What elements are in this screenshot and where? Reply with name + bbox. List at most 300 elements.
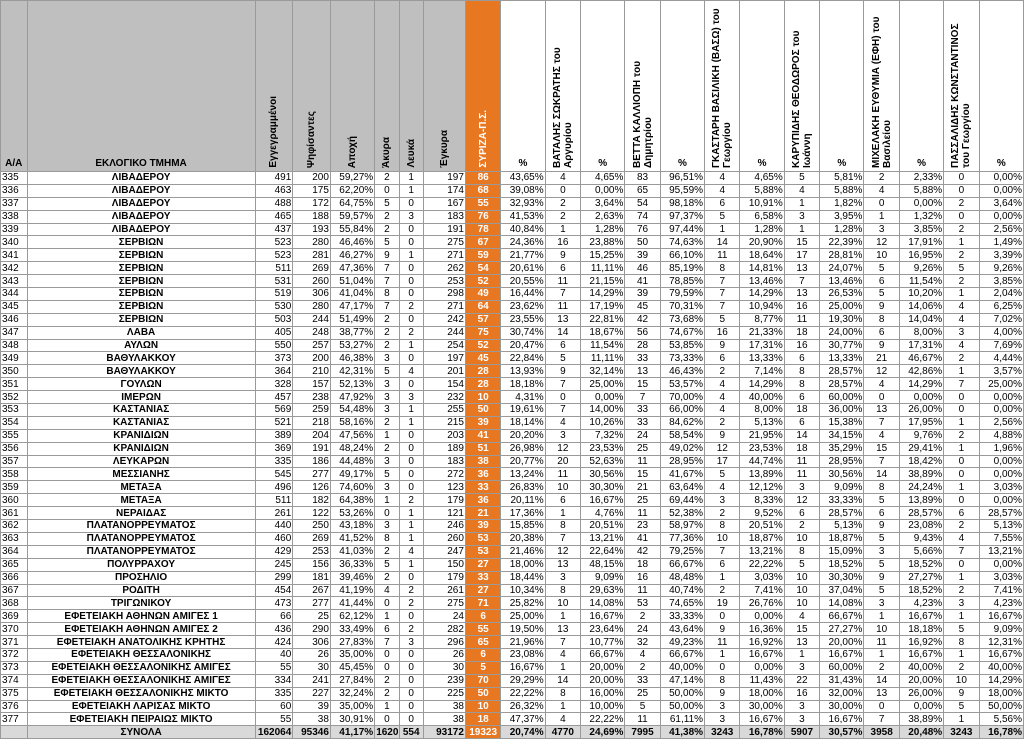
candidate-4-votes-cell: 16	[784, 687, 819, 700]
syriza-pct-cell: 18,00%	[501, 558, 545, 571]
blank-cell: 0	[399, 197, 423, 210]
candidate-3-votes-cell: 4	[705, 172, 740, 185]
candidate-3-pct-cell: 26,76%	[740, 597, 784, 610]
candidate-1-votes-cell: 11	[545, 468, 580, 481]
row-number-cell: 335	[1, 172, 28, 185]
candidate-2-votes-cell: 23	[625, 520, 660, 533]
candidate-4-pct-cell: 24,07%	[820, 262, 864, 275]
candidate-4-votes-cell: 11	[784, 468, 819, 481]
candidate-5-votes-cell: 5	[864, 532, 899, 545]
candidate-4-votes-cell: 16	[784, 339, 819, 352]
row-number-cell: 366	[1, 571, 28, 584]
candidate-1-votes-cell: 1	[545, 661, 580, 674]
candidate-6-pct-cell: 5,13%	[979, 520, 1023, 533]
candidate-3-pct-cell: 17,31%	[740, 339, 784, 352]
candidate-3-pct-cell: 13,33%	[740, 352, 784, 365]
candidate-3-votes-cell: 7	[705, 288, 740, 301]
syriza-pct-cell: 25,00%	[501, 610, 545, 623]
district-name-cell: ΡΟΔΙΤΗ	[27, 584, 255, 597]
candidate-3-votes-cell: 4	[705, 378, 740, 391]
candidate-3-pct-cell: 7,41%	[740, 584, 784, 597]
candidate-5-votes-cell: 9	[864, 300, 899, 313]
invalid-cell: 0	[375, 661, 399, 674]
candidate-5-pct-cell: 16,67%	[899, 610, 943, 623]
syriza-pct-cell: 41,53%	[501, 210, 545, 223]
registered-cell: 511	[255, 262, 293, 275]
invalid-cell: 5	[375, 558, 399, 571]
valid-cell: 24	[423, 610, 465, 623]
syriza-pct-cell: 20,61%	[501, 262, 545, 275]
candidate-5-pct-cell: 40,00%	[899, 661, 943, 674]
candidate-1-votes-cell: 10	[545, 597, 580, 610]
candidate-4-pct-cell: 37,04%	[820, 584, 864, 597]
district-name-cell: ΛΙΒΑΔΕΡΟΥ	[27, 197, 255, 210]
candidate-1-votes-cell: 2	[545, 210, 580, 223]
candidate-3-pct-cell: 7,14%	[740, 365, 784, 378]
table-row	[1, 352, 1024, 365]
voted-cell: 156	[293, 558, 331, 571]
valid-cell: 253	[423, 275, 465, 288]
district-name-cell: ΕΦΕΤΕΙΑΚΗ ΘΕΣΣΑΛΟΝΙΚΗΣ	[27, 648, 255, 661]
syriza-pct-cell: 13,24%	[501, 468, 545, 481]
syriza-pct-cell: 26,32%	[501, 700, 545, 713]
syriza-votes-cell: 53	[465, 532, 500, 545]
syriza-votes-cell: 27	[465, 558, 500, 571]
candidate-4-pct-cell: 26,53%	[820, 288, 864, 301]
table-row	[1, 520, 1024, 533]
syriza-pct-cell: 22,22%	[501, 687, 545, 700]
valid-cell: 242	[423, 313, 465, 326]
row-number-cell: 342	[1, 262, 28, 275]
candidate-4-votes-cell: 18	[784, 442, 819, 455]
abstention-cell: 27,83%	[330, 636, 374, 649]
candidate-1-votes-cell: 9	[545, 365, 580, 378]
candidate-3-votes-cell: 8	[705, 674, 740, 687]
syriza-pct-cell: 4,31%	[501, 391, 545, 404]
candidate-2-pct-cell: 97,44%	[660, 223, 704, 236]
candidate-3-votes-cell: 5	[705, 210, 740, 223]
table-row	[1, 184, 1024, 197]
candidate-1-votes-cell: 6	[545, 262, 580, 275]
candidate-1-pct-cell: 7,32%	[581, 429, 625, 442]
district-name-cell: ΛΙΒΑΔΕΡΟΥ	[27, 184, 255, 197]
district-name-cell: ΣΕΡΒΙΩΝ	[27, 300, 255, 313]
candidate-5-pct-cell: 27,27%	[899, 571, 943, 584]
candidate-4-pct-cell: 1,28%	[820, 223, 864, 236]
candidate-1-pct-cell: 0,00%	[581, 184, 625, 197]
valid-cell: 121	[423, 507, 465, 520]
candidate-3-pct-cell: 16,67%	[740, 648, 784, 661]
blank-cell: 2	[399, 584, 423, 597]
valid-cell: 232	[423, 391, 465, 404]
candidate-5-votes-cell: 15	[864, 442, 899, 455]
table-row	[1, 313, 1024, 326]
abstention-cell: 58,16%	[330, 416, 374, 429]
district-name-cell: ΠΟΛΥΡΡΑΧΟΥ	[27, 558, 255, 571]
blank-cell: 0	[399, 429, 423, 442]
valid-cell: 189	[423, 442, 465, 455]
candidate-4-votes-cell: 3	[784, 713, 819, 726]
candidate-3-votes-cell: 2	[705, 584, 740, 597]
candidate-6-pct-cell: 9,26%	[979, 262, 1023, 275]
syriza-votes-cell: 53	[465, 545, 500, 558]
candidate-4-votes-cell: 8	[784, 378, 819, 391]
candidate-1-votes-cell: 4	[545, 648, 580, 661]
voted-cell: 280	[293, 300, 331, 313]
candidate-5-pct-cell: 23,08%	[899, 520, 943, 533]
candidate-5-pct-cell: 20,00%	[899, 674, 943, 687]
syriza-votes-cell: 36	[465, 494, 500, 507]
blank-cell: 0	[399, 674, 423, 687]
syriza-pct-cell: 43,65%	[501, 172, 545, 185]
candidate-5-votes-cell: 9	[864, 520, 899, 533]
syriza-pct-cell: 20,20%	[501, 429, 545, 442]
blank-cell: 0	[399, 661, 423, 674]
candidate-3-pct-cell: 21,95%	[740, 429, 784, 442]
blank-cell: 2	[399, 597, 423, 610]
header-valid: Έγκυρα	[423, 1, 465, 172]
candidate-2-votes-cell: 46	[625, 262, 660, 275]
candidate-6-pct-cell: 3,39%	[979, 249, 1023, 262]
district-name-cell: ΕΦΕΤΕΙΑΚΗ ΘΕΣΣΑΛΟΝΙΚΗΣ ΜΙΚΤΟ	[27, 687, 255, 700]
candidate-2-votes-cell: 25	[625, 442, 660, 455]
blank-cell: 1	[399, 249, 423, 262]
table-row	[1, 236, 1024, 249]
candidate-4-votes-cell: 8	[784, 545, 819, 558]
abstention-cell: 38,77%	[330, 326, 374, 339]
blank-cell: 0	[399, 610, 423, 623]
candidate-3-pct-cell: 10,91%	[740, 197, 784, 210]
candidate-2-pct-cell: 95,59%	[660, 184, 704, 197]
header-pct: %	[979, 1, 1023, 172]
candidate-5-votes-cell: 0	[864, 391, 899, 404]
syriza-votes-cell: 54	[465, 262, 500, 275]
candidate-4-pct-cell: 1,82%	[820, 197, 864, 210]
table-row	[1, 275, 1024, 288]
district-name-cell: ΑΥΛΩΝ	[27, 339, 255, 352]
candidate-6-votes-cell: 2	[944, 249, 979, 262]
valid-cell: 183	[423, 455, 465, 468]
invalid-cell: 5	[375, 365, 399, 378]
syriza-pct-cell: 30,74%	[501, 326, 545, 339]
candidate-3-votes-cell: 10	[705, 532, 740, 545]
candidate-4-votes-cell: 3	[784, 661, 819, 674]
candidate-4-votes-cell: 8	[784, 365, 819, 378]
invalid-cell: 3	[375, 352, 399, 365]
voted-cell: 200	[293, 172, 331, 185]
registered-cell: 55	[255, 713, 293, 726]
invalid-cell: 3	[375, 520, 399, 533]
syriza-pct-cell: 20,47%	[501, 339, 545, 352]
total-row-number-cell	[1, 726, 28, 739]
candidate-6-votes-cell: 0	[944, 404, 979, 417]
candidate-6-pct-cell: 4,23%	[979, 597, 1023, 610]
abstention-cell: 51,49%	[330, 313, 374, 326]
syriza-votes-cell: 6	[465, 610, 500, 623]
candidate-4-votes-cell: 17	[784, 249, 819, 262]
blank-cell: 1	[399, 558, 423, 571]
total-candidate-4-votes-cell: 5907	[784, 726, 819, 739]
table-row	[1, 365, 1024, 378]
syriza-pct-cell: 16,67%	[501, 661, 545, 674]
candidate-3-pct-cell: 6,58%	[740, 210, 784, 223]
candidate-3-votes-cell: 16	[705, 326, 740, 339]
abstention-cell: 44,48%	[330, 455, 374, 468]
registered-cell: 60	[255, 700, 293, 713]
candidate-1-votes-cell: 8	[545, 584, 580, 597]
candidate-4-pct-cell: 34,15%	[820, 429, 864, 442]
syriza-votes-cell: 59	[465, 249, 500, 262]
blank-cell: 1	[399, 507, 423, 520]
candidate-3-pct-cell: 14,29%	[740, 288, 784, 301]
candidate-3-pct-cell: 16,36%	[740, 623, 784, 636]
valid-cell: 254	[423, 339, 465, 352]
candidate-3-pct-cell: 5,88%	[740, 184, 784, 197]
candidate-4-pct-cell: 60,00%	[820, 391, 864, 404]
candidate-4-votes-cell: 5	[784, 172, 819, 185]
candidate-5-pct-cell: 16,95%	[899, 249, 943, 262]
header-abstention: Αποχή	[330, 1, 374, 172]
candidate-1-pct-cell: 16,67%	[581, 610, 625, 623]
district-name-cell: ΓΟΥΛΩΝ	[27, 378, 255, 391]
candidate-1-votes-cell: 16	[545, 236, 580, 249]
candidate-1-pct-cell: 32,14%	[581, 365, 625, 378]
candidate-5-pct-cell: 1,32%	[899, 210, 943, 223]
candidate-1-votes-cell: 1	[545, 507, 580, 520]
candidate-2-pct-cell: 96,51%	[660, 172, 704, 185]
table-row	[1, 597, 1024, 610]
candidate-5-votes-cell: 0	[864, 700, 899, 713]
abstention-cell: 48,24%	[330, 442, 374, 455]
voted-cell: 204	[293, 429, 331, 442]
candidate-1-pct-cell: 30,30%	[581, 481, 625, 494]
valid-cell: 247	[423, 545, 465, 558]
candidate-2-votes-cell: 42	[625, 545, 660, 558]
blank-cell: 3	[399, 391, 423, 404]
candidate-5-pct-cell: 17,31%	[899, 339, 943, 352]
table-row	[1, 713, 1024, 726]
syriza-pct-cell: 23,62%	[501, 300, 545, 313]
candidate-5-votes-cell: 2	[864, 172, 899, 185]
candidate-2-pct-cell: 84,62%	[660, 416, 704, 429]
candidate-2-votes-cell: 4	[625, 648, 660, 661]
valid-cell: 298	[423, 288, 465, 301]
candidate-6-votes-cell: 1	[944, 365, 979, 378]
candidate-4-pct-cell: 30,30%	[820, 571, 864, 584]
candidate-4-pct-cell: 66,67%	[820, 610, 864, 623]
candidate-1-votes-cell: 11	[545, 275, 580, 288]
candidate-5-pct-cell: 11,54%	[899, 275, 943, 288]
candidate-1-pct-cell: 48,15%	[581, 558, 625, 571]
candidate-1-pct-cell: 22,81%	[581, 313, 625, 326]
candidate-4-votes-cell: 15	[784, 623, 819, 636]
valid-cell: 262	[423, 262, 465, 275]
voted-cell: 193	[293, 223, 331, 236]
candidate-5-pct-cell: 28,57%	[899, 507, 943, 520]
candidate-2-pct-cell: 63,64%	[660, 481, 704, 494]
valid-cell: 26	[423, 648, 465, 661]
syriza-votes-cell: 39	[465, 520, 500, 533]
candidate-5-votes-cell: 14	[864, 674, 899, 687]
header-district: ΕΚΛΟΓΙΚΟ ΤΜΗΜΑ	[27, 1, 255, 172]
candidate-4-votes-cell: 3	[784, 210, 819, 223]
candidate-3-pct-cell: 23,53%	[740, 442, 784, 455]
registered-cell: 503	[255, 313, 293, 326]
syriza-votes-cell: 10	[465, 700, 500, 713]
candidate-2-votes-cell: 50	[625, 236, 660, 249]
candidate-6-pct-cell: 4,44%	[979, 352, 1023, 365]
candidate-3-pct-cell: 18,87%	[740, 532, 784, 545]
candidate-2-votes-cell: 11	[625, 455, 660, 468]
candidate-1-pct-cell: 23,88%	[581, 236, 625, 249]
abstention-cell: 27,84%	[330, 674, 374, 687]
candidate-6-votes-cell: 0	[944, 391, 979, 404]
syriza-votes-cell: 49	[465, 288, 500, 301]
valid-cell: 123	[423, 481, 465, 494]
candidate-1-votes-cell: 4	[545, 172, 580, 185]
syriza-pct-cell: 29,29%	[501, 674, 545, 687]
candidate-3-pct-cell: 10,94%	[740, 300, 784, 313]
candidate-4-votes-cell: 12	[784, 494, 819, 507]
table-row	[1, 223, 1024, 236]
invalid-cell: 1	[375, 610, 399, 623]
candidate-4-votes-cell: 5	[784, 558, 819, 571]
table-row	[1, 429, 1024, 442]
candidate-4-votes-cell: 18	[784, 326, 819, 339]
district-name-cell: ΚΡΑΝΙΔΙΩΝ	[27, 429, 255, 442]
candidate-1-votes-cell: 4	[545, 713, 580, 726]
abstention-cell: 41,52%	[330, 532, 374, 545]
syriza-pct-cell: 26,83%	[501, 481, 545, 494]
candidate-4-pct-cell: 60,00%	[820, 661, 864, 674]
candidate-2-votes-cell: 13	[625, 365, 660, 378]
candidate-4-pct-cell: 36,00%	[820, 404, 864, 417]
candidate-1-votes-cell: 7	[545, 636, 580, 649]
table-row	[1, 571, 1024, 584]
candidate-1-pct-cell: 23,53%	[581, 442, 625, 455]
candidate-4-votes-cell: 4	[784, 610, 819, 623]
invalid-cell: 2	[375, 416, 399, 429]
table-row	[1, 687, 1024, 700]
total-candidate-6-pct-cell: 16,78%	[979, 726, 1023, 739]
abstention-cell: 39,46%	[330, 571, 374, 584]
candidate-5-pct-cell: 3,85%	[899, 223, 943, 236]
registered-cell: 569	[255, 404, 293, 417]
candidate-2-votes-cell: 33	[625, 352, 660, 365]
abstention-cell: 45,45%	[330, 661, 374, 674]
blank-cell: 2	[399, 326, 423, 339]
candidate-1-votes-cell: 0	[545, 184, 580, 197]
row-number-cell: 377	[1, 713, 28, 726]
abstention-cell: 42,31%	[330, 365, 374, 378]
candidate-6-votes-cell: 1	[944, 416, 979, 429]
row-number-cell: 372	[1, 648, 28, 661]
candidate-5-pct-cell: 17,91%	[899, 236, 943, 249]
candidate-4-votes-cell: 3	[784, 481, 819, 494]
candidate-5-votes-cell: 8	[864, 481, 899, 494]
district-name-cell: ΚΑΣΤΑΝΙΑΣ	[27, 416, 255, 429]
candidate-5-votes-cell: 1	[864, 648, 899, 661]
blank-cell: 0	[399, 288, 423, 301]
candidate-5-pct-cell: 16,92%	[899, 636, 943, 649]
candidate-5-votes-cell: 3	[864, 597, 899, 610]
row-number-cell: 361	[1, 507, 28, 520]
candidate-3-votes-cell: 9	[705, 623, 740, 636]
invalid-cell: 7	[375, 275, 399, 288]
candidate-3-pct-cell: 9,52%	[740, 507, 784, 520]
candidate-4-votes-cell: 16	[784, 300, 819, 313]
candidate-6-pct-cell: 5,56%	[979, 713, 1023, 726]
candidate-3-pct-cell: 18,64%	[740, 249, 784, 262]
candidate-1-votes-cell: 7	[545, 378, 580, 391]
candidate-5-votes-cell: 11	[864, 636, 899, 649]
candidate-2-pct-cell: 49,02%	[660, 442, 704, 455]
row-number-cell: 367	[1, 584, 28, 597]
candidate-5-pct-cell: 46,67%	[899, 352, 943, 365]
candidate-1-votes-cell: 13	[545, 558, 580, 571]
candidate-3-votes-cell: 8	[705, 520, 740, 533]
abstention-cell: 36,33%	[330, 558, 374, 571]
candidate-2-votes-cell: 15	[625, 378, 660, 391]
blank-cell: 0	[399, 687, 423, 700]
candidate-6-votes-cell: 1	[944, 610, 979, 623]
invalid-cell: 1	[375, 429, 399, 442]
candidate-6-votes-cell: 2	[944, 661, 979, 674]
syriza-votes-cell: 41	[465, 429, 500, 442]
invalid-cell: 2	[375, 674, 399, 687]
blank-cell: 1	[399, 404, 423, 417]
candidate-3-votes-cell: 11	[705, 636, 740, 649]
candidate-5-votes-cell: 5	[864, 262, 899, 275]
abstention-cell: 47,56%	[330, 429, 374, 442]
candidate-6-votes-cell: 3	[944, 597, 979, 610]
syriza-votes-cell: 33	[465, 481, 500, 494]
row-number-cell: 354	[1, 416, 28, 429]
registered-cell: 460	[255, 532, 293, 545]
candidate-2-votes-cell: 11	[625, 507, 660, 520]
candidate-4-pct-cell: 5,81%	[820, 172, 864, 185]
abstention-cell: 41,04%	[330, 288, 374, 301]
district-name-cell: ΛΑΒΑ	[27, 326, 255, 339]
candidate-2-pct-cell: 73,33%	[660, 352, 704, 365]
blank-cell: 2	[399, 623, 423, 636]
candidate-6-pct-cell: 0,00%	[979, 210, 1023, 223]
candidate-4-pct-cell: 30,00%	[820, 700, 864, 713]
candidate-3-votes-cell: 19	[705, 597, 740, 610]
candidate-3-votes-cell: 1	[705, 648, 740, 661]
row-number-cell: 353	[1, 404, 28, 417]
row-number-cell: 336	[1, 184, 28, 197]
blank-cell: 0	[399, 455, 423, 468]
valid-cell: 244	[423, 326, 465, 339]
candidate-1-pct-cell: 2,63%	[581, 210, 625, 223]
candidate-1-pct-cell: 9,09%	[581, 571, 625, 584]
candidate-5-pct-cell: 0,00%	[899, 197, 943, 210]
row-number-cell: 349	[1, 352, 28, 365]
candidate-1-pct-cell: 16,67%	[581, 494, 625, 507]
voted-cell: 172	[293, 197, 331, 210]
candidate-2-votes-cell: 65	[625, 184, 660, 197]
candidate-1-votes-cell: 13	[545, 623, 580, 636]
candidate-2-pct-cell: 66,10%	[660, 249, 704, 262]
candidate-4-pct-cell: 24,00%	[820, 326, 864, 339]
total-candidate-6-votes-cell: 3243	[944, 726, 979, 739]
candidate-6-pct-cell: 0,00%	[979, 494, 1023, 507]
candidate-1-pct-cell: 10,26%	[581, 416, 625, 429]
candidate-5-votes-cell: 4	[864, 184, 899, 197]
candidate-1-votes-cell: 9	[545, 249, 580, 262]
header-pct: %	[501, 1, 545, 172]
